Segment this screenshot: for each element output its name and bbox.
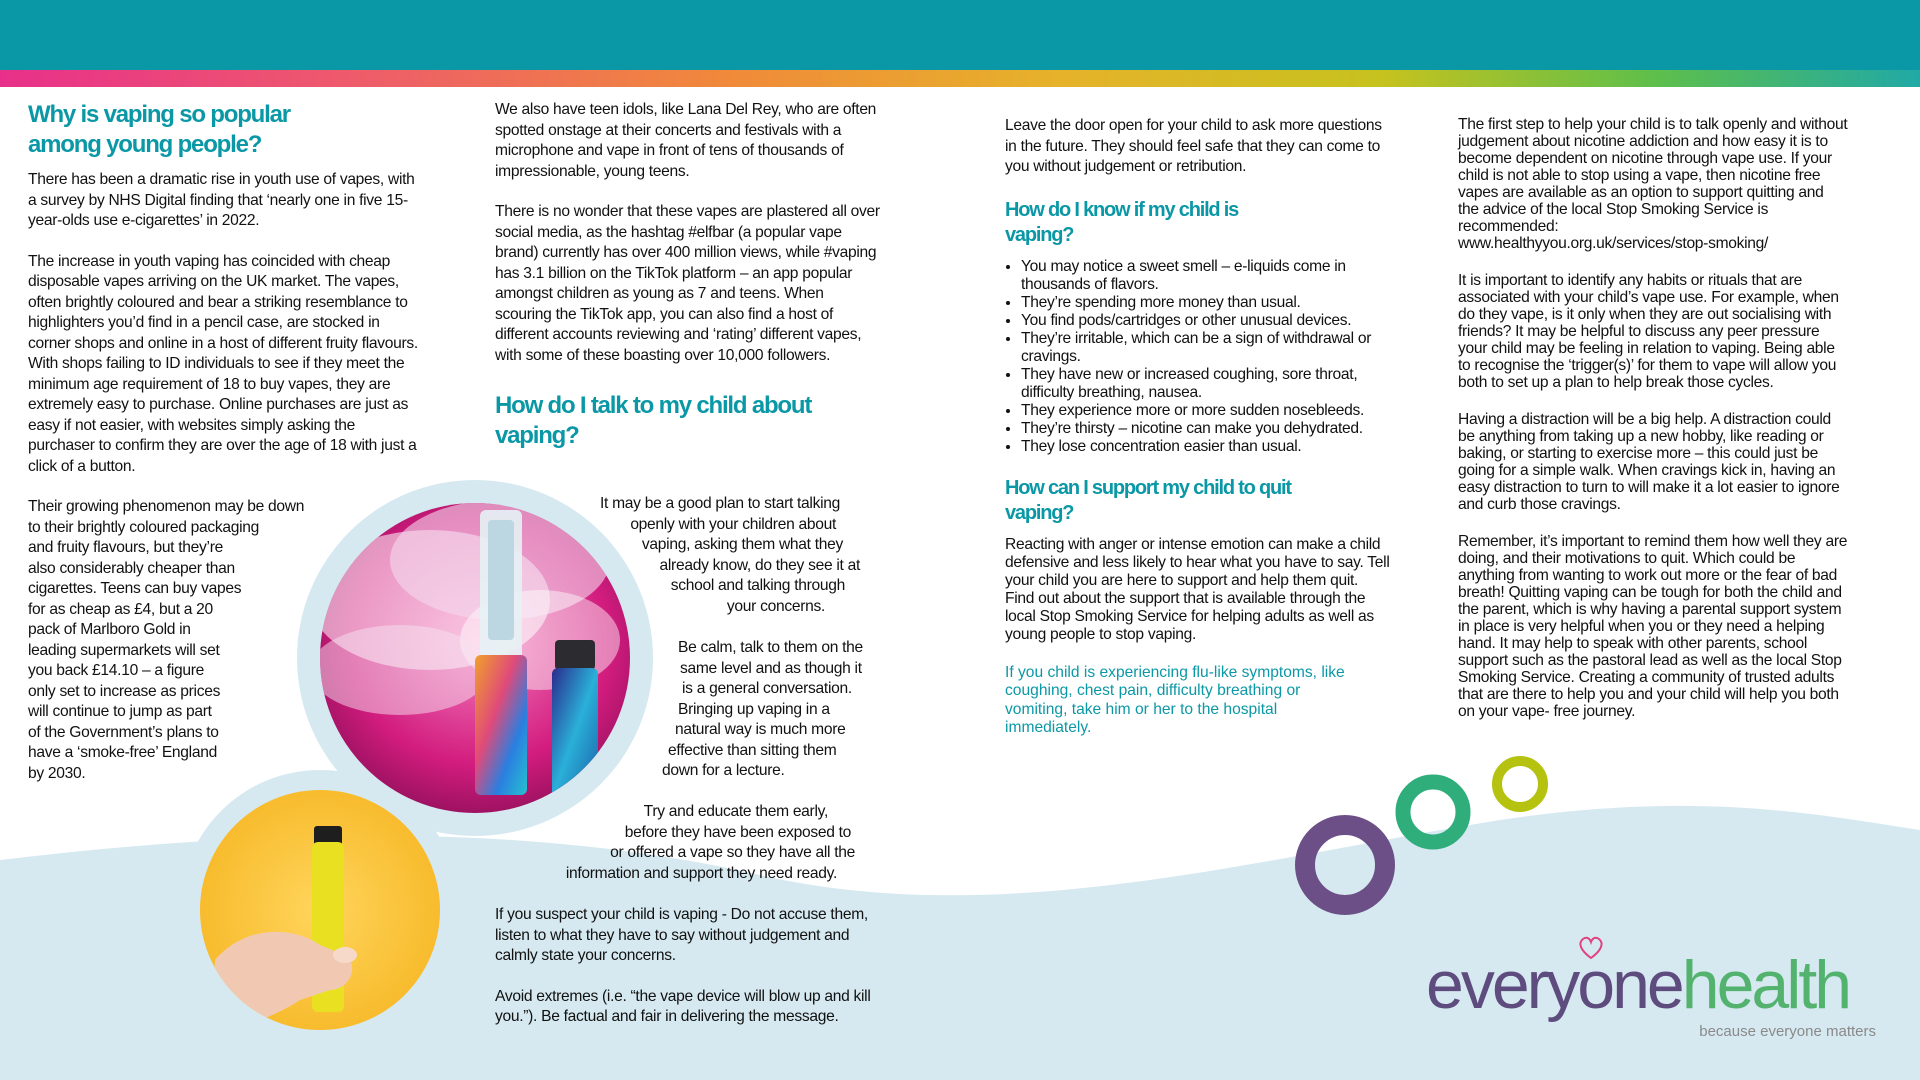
text-line: will continue to jump as part <box>28 703 212 720</box>
paragraph: Having a distraction will be a big help. A distraction could be anything from taking up a new hobby, like reading or baking, or starting to exercise more – this could just be going for a simple walk. When cravings kick in, having an easy distraction to turn to will make it a lot easier to ignore and curb those cravings. <box>1458 411 1840 513</box>
paragraph: If you suspect your child is vaping - Do not accuse them, listen to what they have to say without judgement and calmly state your concerns. <box>495 906 868 964</box>
text-line: Bringing up vaping in a <box>678 700 830 718</box>
paragraph: There is no wonder that these vapes are plastered all over social media, as the hashtag #elfbar (a popular vape brand) currently has over 400 million views, while #vaping has 3.1 billion on the TikTok platform – an app popular amongst children as young as 7 and teens. When scouring the TikTok app, you can also find a host of different accounts reviewing and ‘rating’ different vapes, with some of these boasting over 10,000 followers. <box>495 203 880 364</box>
text-line: already know, do they see it at <box>659 556 860 574</box>
list-item: • They’re irritable, which can be a sign of withdrawal or cravings. <box>1021 330 1390 366</box>
paragraph: The first step to help your child is to talk openly and without judgement about nicotine addiction and how easy it is to become dependent on nicotine through vape use. If your child is not able to stop using a vape, then nicotine free vapes are available as an option to support quitting and the advice of the local Stop Smoking Service is recommended: <box>1458 116 1848 235</box>
text-line: before they have been exposed to <box>624 823 851 841</box>
text-line: same level and as though it <box>680 659 862 677</box>
text-line: have a ‘smoke-free’ England <box>28 744 217 761</box>
everyone-health-logo <box>1426 945 1876 1045</box>
list-item: • They lose concentration easier than usual. <box>1021 438 1390 456</box>
heading-how-do-i-know: How do I know if my child is vaping? <box>1005 198 1239 246</box>
paragraph-educate-early <box>520 802 870 884</box>
heading-how-can-i-support: How can I support my child to quit vaping? <box>1005 476 1291 524</box>
signs-list <box>1005 258 1390 456</box>
text-line: Be calm, talk to them on the <box>678 639 863 656</box>
text-line: cigarettes. Teens can buy vapes <box>28 580 242 597</box>
paragraph: The increase in youth vaping has coincided with cheap disposable vapes arriving on the UK market. The vapes, often brightly coloured and bear a striking resemblance to highlighters you’d find in a pencil case, are stocked in corner shops and online in a host of different fruity flavours. With shops failing to ID individuals to see if they meet the minimum age requirement of 18 to buy vapes, they are extremely easy to purchase. Online purchases are just as easy if not easier, with websites simply asking the purchaser to confirm they are over the age of 18 with just a click of a button. <box>28 252 418 475</box>
column-2 <box>495 100 880 461</box>
text-line: natural way is much more <box>675 721 846 738</box>
logo-wordmark <box>1426 945 1849 1025</box>
stop-smoking-link[interactable]: www.healthyyou.org.uk/services/stop-smoking/ <box>1458 235 1769 252</box>
logo-tagline: because everyone matters <box>1699 1023 1876 1040</box>
paragraph: Remember, it’s important to remind them how well they are doing, and their motivations to quit. Which could be anything from wanting to work out more or the fear of bad breath! Quitting vaping can be tough for both the child and the parent, which is why having a parental support system in place is very helpful when you or they need a helping hand. It may help to speak with other parents, school support such as the pastoral lead as well as the local Stop Smoking Service. Creating a community of trusted adults that are there to help you and your child will help you both on your vape- free journey. <box>1458 533 1848 720</box>
text-line: effective than sitting them <box>668 741 837 759</box>
paragraph: It is important to identify any habits or rituals that are associated with your child’s vape use. For example, when do they vape, is it only when they are out socialising with friends? It may be helpful to discuss any peer pressure your child may be feeling in relation to vaping. Being able to recognise the ‘trigger(s)’ for them to vape will allow you both to set up a plan to help break those cycles. <box>1458 272 1839 391</box>
text-line: pack of Marlboro Gold in <box>28 621 191 638</box>
text-line: is a general conversation. <box>682 680 852 697</box>
text-line: you back £14.10 – a figure <box>28 662 204 679</box>
list-item: • They’re thirsty – nicotine can make you dehydrated. <box>1021 420 1390 438</box>
text-line: information and support they need ready. <box>565 864 837 882</box>
text-line: Try and educate them early, <box>643 803 828 820</box>
text-line: to their brightly coloured packaging <box>28 518 260 536</box>
column-2-lower <box>495 905 880 1048</box>
paragraph-be-calm <box>662 638 888 782</box>
paragraph: There has been a dramatic rise in youth use of vapes, with a survey by NHS Digital finding that ‘nearly one in five 15-year-olds use e-cigarettes’ in 2022. <box>28 171 415 229</box>
text-line: leading supermarkets will set <box>28 641 220 659</box>
list-item: • You find pods/cartridges or other unusual devices. <box>1021 312 1390 330</box>
paragraph: Leave the door open for your child to ask more questions in the future. They should feel safe that they can come to you without judgement or retribution. <box>1005 117 1382 175</box>
column-1 <box>28 100 423 784</box>
column-3 <box>1005 116 1390 758</box>
text-line: for as cheap as £4, but a 20 <box>28 600 213 618</box>
text-line: down for a lecture. <box>662 762 785 779</box>
text-line: also considerably cheaper than <box>28 559 235 577</box>
list-item: • They have new or increased coughing, sore throat, difficulty breathing, nausea. <box>1021 366 1390 402</box>
heart-icon <box>1576 933 1606 961</box>
paragraph-start-talking <box>560 494 870 617</box>
text-line: your concerns. <box>726 597 825 615</box>
text-line: It may be a good plan to start talking <box>600 495 840 512</box>
paragraph-price-comparison <box>28 497 423 784</box>
list-item: • They experience more or more sudden nosebleeds. <box>1021 402 1390 420</box>
heading-why-vaping-popular: Why is vaping so popular among young people? <box>28 101 290 158</box>
lime-ring-icon <box>1497 761 1543 807</box>
text-line: vaping, asking them what they <box>641 536 843 553</box>
logo-word-part1: everyone <box>1426 947 1682 1023</box>
text-line: of the Government’s plans to <box>28 723 219 741</box>
paragraph: We also have teen idols, like Lana Del Rey, who are often spotted onstage at their concerts and festivals with a microphone and vape in front of tens of thousands of impressionable, young teens. <box>495 101 877 180</box>
text-line: Their growing phenomenon may be down <box>28 498 305 515</box>
heading-how-to-talk: How do I talk to my child about vaping? <box>495 392 812 449</box>
list-item: • They’re spending more money than usual. <box>1021 294 1390 312</box>
text-line: and fruity flavours, but they’re <box>28 539 223 556</box>
paragraph: Reacting with anger or intense emotion can make a child defensive and less likely to hear what you have to say. Tell your child you are here to support and help them quit. Find out about the support that is available through the local Stop Smoking Service for helping adults as well as young people to stop vaping. <box>1005 535 1390 643</box>
paragraph: Avoid extremes (i.e. “the vape device will blow up and kill you.”). Be factual and fair in delivering the message. <box>495 987 871 1025</box>
logo-word-part2: health <box>1681 947 1850 1023</box>
text-line: openly with your children about <box>630 515 836 533</box>
column-4 <box>1458 116 1848 740</box>
text-line: by 2030. <box>28 764 86 782</box>
text-line: school and talking through <box>670 577 845 594</box>
text-line: only set to increase as prices <box>28 682 221 700</box>
list-item: • You may notice a sweet smell – e-liquids come in thousands of flavors. <box>1021 258 1390 294</box>
hospital-warning: If you child is experiencing flu-like symptoms, like coughing, chest pain, difficulty breathing or vomiting, take him or her to the hospital immediately. <box>1005 663 1345 736</box>
text-line: or offered a vape so they have all the <box>610 844 855 861</box>
